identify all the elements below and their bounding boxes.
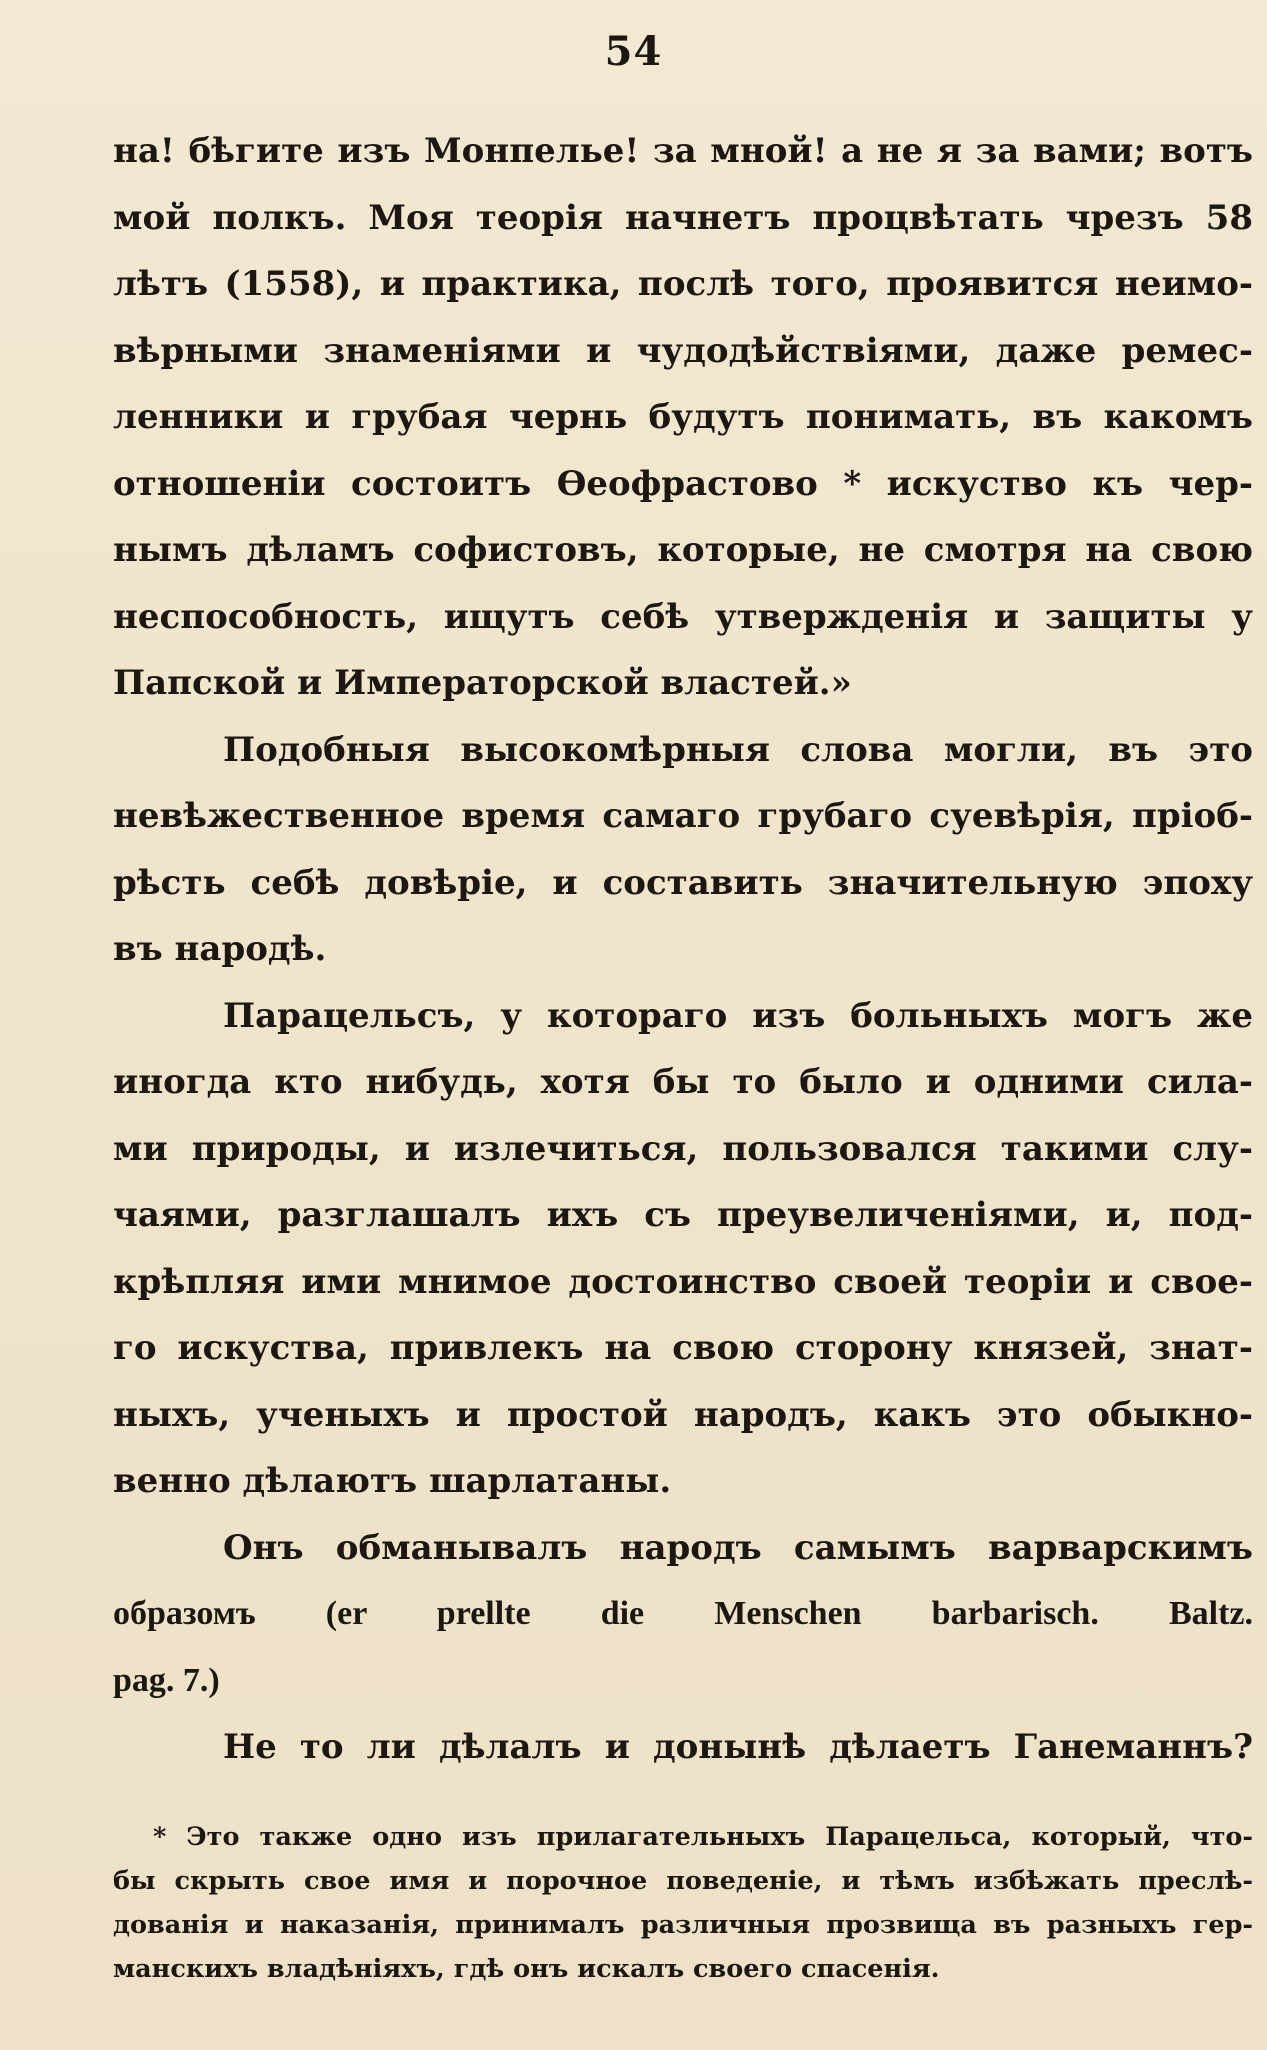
text-line: на! бѣгите изъ Монпелье! за мной! а не я за вами; вотъ xyxy=(113,131,1253,171)
text-line: образомъ (er prellte die Menschen barbarisch. Baltz. xyxy=(113,1595,1253,1632)
page-number: 54 xyxy=(604,28,663,75)
text-line: отношеніи состоитъ Ѳеофрастово * искуство къ чер- xyxy=(113,463,1253,504)
text-line: ныхъ, ученыхъ и простой народъ, какъ это обыкно- xyxy=(113,1394,1253,1435)
text-line: ми природы, и излечиться, пользовался такими слу- xyxy=(113,1128,1253,1169)
text-line: невѣжественное время самаго грубаго суевѣрія, пріоб- xyxy=(113,796,1253,836)
text-line: крѣпляя ими мнимое достоинство своей теоріи и свое- xyxy=(113,1261,1253,1302)
text-line: иногда кто нибудь, хотя бы то было и одними сила- xyxy=(113,1062,1253,1102)
footnote xyxy=(113,1815,1253,1991)
footnote-line: бы скрыть свое имя и порочное поведеніе, и тѣмъ избѣжать преслѣ- xyxy=(113,1866,1253,1896)
text-line: Папской и Императорской властей.» xyxy=(113,663,852,703)
paragraph-start-line: Парацельсъ, у котораго изъ больныхъ могъ же xyxy=(223,995,1253,1036)
footnote-line: дованія и наказанія, принималъ различныя прозвища въ разныхъ гер- xyxy=(113,1910,1253,1940)
text-line: pag. 7.) xyxy=(113,1661,220,1699)
text-line: го искуства, привлекъ на свою сторону князей, знат- xyxy=(113,1328,1253,1368)
text-line: неспособность, ищутъ себѣ утвержденія и защиты у xyxy=(113,596,1253,637)
text-line: нымъ дѣламъ софистовъ, которые, не смотря на свою xyxy=(113,530,1253,570)
text-line: чаями, разглашалъ ихъ съ преувеличеніями, и, под- xyxy=(113,1195,1253,1235)
text-line: мой полкъ. Моя теорія начнетъ процвѣтать чрезъ 58 xyxy=(113,197,1253,238)
footnote-line: * Это также одно изъ прилагательныхъ Парацельса, который, что- xyxy=(153,1822,1253,1852)
footnote-line: манскихъ владѣніяхъ, гдѣ онъ искалъ своего спасенія. xyxy=(113,1954,940,1984)
text-line: въ народѣ. xyxy=(113,929,327,969)
text-line: ленники и грубая чернь будутъ понимать, въ какомъ xyxy=(113,397,1253,437)
main-text xyxy=(113,118,1253,1781)
text-line: венно дѣлаютъ шарлатаны. xyxy=(113,1461,672,1501)
text-line: вѣрными знаменіями и чудодѣйствіями, даже ремес- xyxy=(113,330,1253,371)
paragraph-start-line: Онъ обманывалъ народъ самымъ варварскимъ xyxy=(223,1527,1253,1568)
text-line: лѣтъ (1558), и практика, послѣ того, проявится неимо- xyxy=(113,264,1253,304)
text-line: рѣсть себѣ довѣріе, и составить значительную эпоху xyxy=(113,862,1253,903)
paragraph-start-line: Подобныя высокомѣрныя слова могли, въ это xyxy=(223,729,1253,770)
paragraph-start-line: Не то ли дѣлалъ и донынѣ дѣлаетъ Ганеманнъ? xyxy=(223,1727,1253,1767)
